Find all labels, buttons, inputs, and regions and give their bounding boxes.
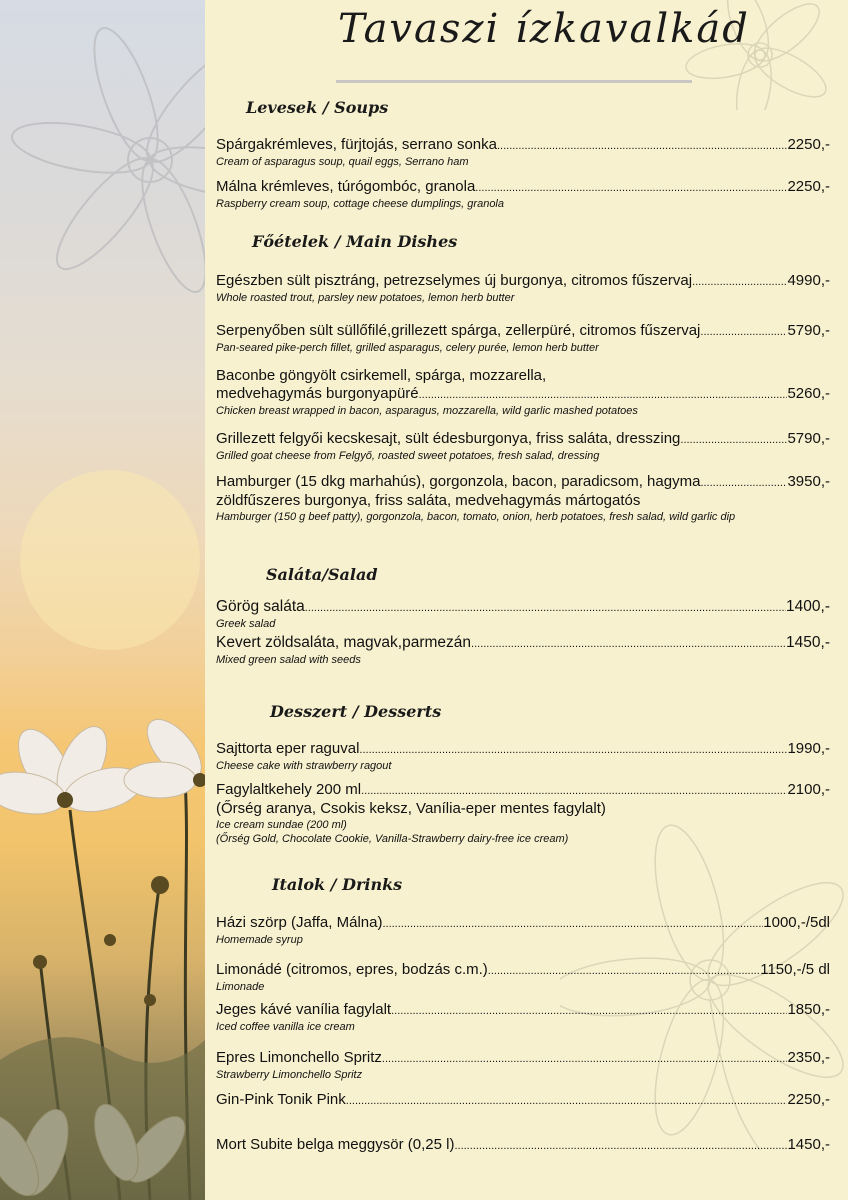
- leader-dots: [700, 473, 787, 492]
- item-price: 1000,-/5dl: [763, 914, 830, 931]
- side-photo: [0, 0, 205, 1200]
- menu-item: [216, 1091, 830, 1110]
- leader-dots: [305, 598, 786, 617]
- menu-item: [216, 781, 830, 846]
- leader-dots: [475, 178, 787, 197]
- item-name-line2: zöldfűszeres burgonya, friss saláta, medvehagymás mártogatós: [216, 492, 641, 509]
- section-heading-desserts: Desszert / Desserts: [270, 702, 442, 721]
- menu-item: [216, 430, 830, 463]
- leader-dots: [346, 1091, 788, 1110]
- item-english: Limonade: [216, 981, 265, 993]
- item-price: 2100,-: [787, 781, 830, 798]
- section-heading-mains: Főételek / Main Dishes: [252, 232, 458, 251]
- item-english: Raspberry cream soup, cottage cheese dumplings, granola: [216, 198, 504, 210]
- item-price: 1850,-: [787, 1001, 830, 1018]
- item-name: Epres Limonchello Spritz: [216, 1049, 382, 1066]
- item-name: Mort Subite belga meggysör (0,25 l): [216, 1136, 455, 1153]
- item-english: Grilled goat cheese from Felgyő, roasted sweet potatoes, fresh salad, dressing: [216, 450, 600, 462]
- item-price: 2250,-: [787, 1091, 830, 1108]
- item-name-line1: Baconbe göngyölt csirkemell, spárga, mozzarella,: [216, 367, 547, 384]
- item-name: Gin-Pink Tonik Pink: [216, 1091, 346, 1108]
- item-price: 2250,-: [787, 136, 830, 153]
- item-price: 5790,-: [787, 322, 830, 339]
- item-name: medvehagymás burgonyapüré: [216, 385, 419, 402]
- item-name: Házi szörp (Jaffa, Málna): [216, 914, 383, 931]
- item-name: Spárgakrémleves, fürjtojás, serrano sonka: [216, 136, 497, 153]
- item-english: Iced coffee vanilla ice cream: [216, 1021, 355, 1033]
- item-english: Greek salad: [216, 618, 276, 630]
- title-underline: [336, 80, 692, 83]
- item-price: 5260,-: [787, 385, 830, 402]
- item-english: Whole roasted trout, parsley new potatoes, lemon herb butter: [216, 292, 515, 304]
- item-english: Pan-seared pike-perch fillet, grilled asparagus, celery purée, lemon herb butter: [216, 342, 599, 354]
- menu-item: [216, 136, 830, 169]
- item-name: Limonádé (citromos, epres, bodzás c.m.): [216, 961, 488, 978]
- item-english: Mixed green salad with seeds: [216, 654, 361, 666]
- menu-item: [216, 367, 830, 418]
- item-name: Málna krémleves, túrógombóc, granola: [216, 178, 476, 195]
- menu-item: [216, 598, 830, 631]
- leader-dots: [692, 272, 787, 291]
- section-heading-drinks: Italok / Drinks: [272, 875, 403, 894]
- item-price: 2250,-: [787, 178, 830, 195]
- leader-dots: [359, 740, 787, 759]
- item-price: 3950,-: [787, 473, 830, 490]
- menu-item: [216, 322, 830, 355]
- item-english: Strawberry Limonchello Spritz: [216, 1069, 363, 1081]
- item-price: 1150,-/5 dl: [760, 961, 830, 978]
- item-english: Cream of asparagus soup, quail eggs, Serrano ham: [216, 156, 469, 168]
- menu-item: [216, 178, 830, 211]
- menu-item: [216, 1001, 830, 1034]
- section-heading-soups: Levesek / Soups: [246, 98, 389, 117]
- item-price: 1990,-: [787, 740, 830, 757]
- menu-title: Tavaszi ízkavalkád: [338, 6, 750, 52]
- item-english: Ice cream sundae (200 ml): [216, 819, 347, 831]
- menu-item: [216, 914, 830, 947]
- section-heading-salads: Saláta/Salad: [266, 565, 378, 584]
- leader-dots: [391, 1001, 787, 1020]
- item-name: Serpenyőben sült süllőfilé,grillezett spárga, zellerpüré, citromos fűszervaj: [216, 322, 701, 339]
- menu-item: [216, 634, 830, 667]
- leader-dots: [382, 1049, 788, 1068]
- leader-dots: [700, 322, 787, 341]
- item-english: Hamburger (150 g beef patty), gorgonzola, bacon, tomato, onion, herb potatoes, fresh salad, wild garlic dip: [216, 511, 736, 523]
- item-name: Fagylaltkehely 200 ml: [216, 781, 362, 798]
- leader-dots: [497, 136, 787, 155]
- menu-item: [216, 1136, 830, 1155]
- flower-photo-illustration: [0, 0, 205, 1200]
- leader-dots: [361, 781, 787, 800]
- leader-dots: [471, 634, 786, 653]
- leader-dots: [488, 961, 760, 980]
- item-name: Jeges kávé vanília fagylalt: [216, 1001, 392, 1018]
- menu-item: [216, 740, 830, 773]
- menu-item: [216, 1049, 830, 1082]
- item-name-line2: (Őrség aranya, Csokis keksz, Vanília-eper mentes fagylalt): [216, 800, 606, 817]
- item-price: 1400,-: [786, 598, 830, 615]
- item-price: 2350,-: [787, 1049, 830, 1066]
- leader-dots: [454, 1136, 787, 1155]
- item-name: Hamburger (15 dkg marhahús), gorgonzola, bacon, paradicsom, hagyma: [216, 473, 701, 490]
- item-name: Sajttorta eper raguval: [216, 740, 360, 757]
- leader-dots: [382, 914, 763, 933]
- item-name: Grillezett felgyői kecskesajt, sült édesburgonya, friss saláta, dresszing: [216, 430, 681, 447]
- item-name: Görög saláta: [216, 598, 305, 615]
- menu-item: [216, 473, 830, 524]
- item-english: Cheese cake with strawberry ragout: [216, 760, 392, 772]
- leader-dots: [680, 430, 787, 449]
- leader-dots: [419, 385, 788, 404]
- item-english-line2: (Őrség Gold, Chocolate Cookie, Vanilla-Strawberry dairy-free ice cream): [216, 833, 569, 845]
- menu-item: [216, 272, 830, 305]
- item-english: Homemade syrup: [216, 934, 303, 946]
- item-price: 4990,-: [787, 272, 830, 289]
- menu-item: [216, 961, 830, 994]
- item-price: 1450,-: [786, 634, 830, 651]
- item-name: Kevert zöldsaláta, magvak,parmezán: [216, 634, 472, 651]
- item-price: 1450,-: [787, 1136, 830, 1153]
- item-price: 5790,-: [787, 430, 830, 447]
- item-english: Chicken breast wrapped in bacon, asparagus, mozzarella, wild garlic mashed potatoes: [216, 405, 638, 417]
- item-name: Egészben sült pisztráng, petrezselymes új burgonya, citromos fűszervaj: [216, 272, 693, 289]
